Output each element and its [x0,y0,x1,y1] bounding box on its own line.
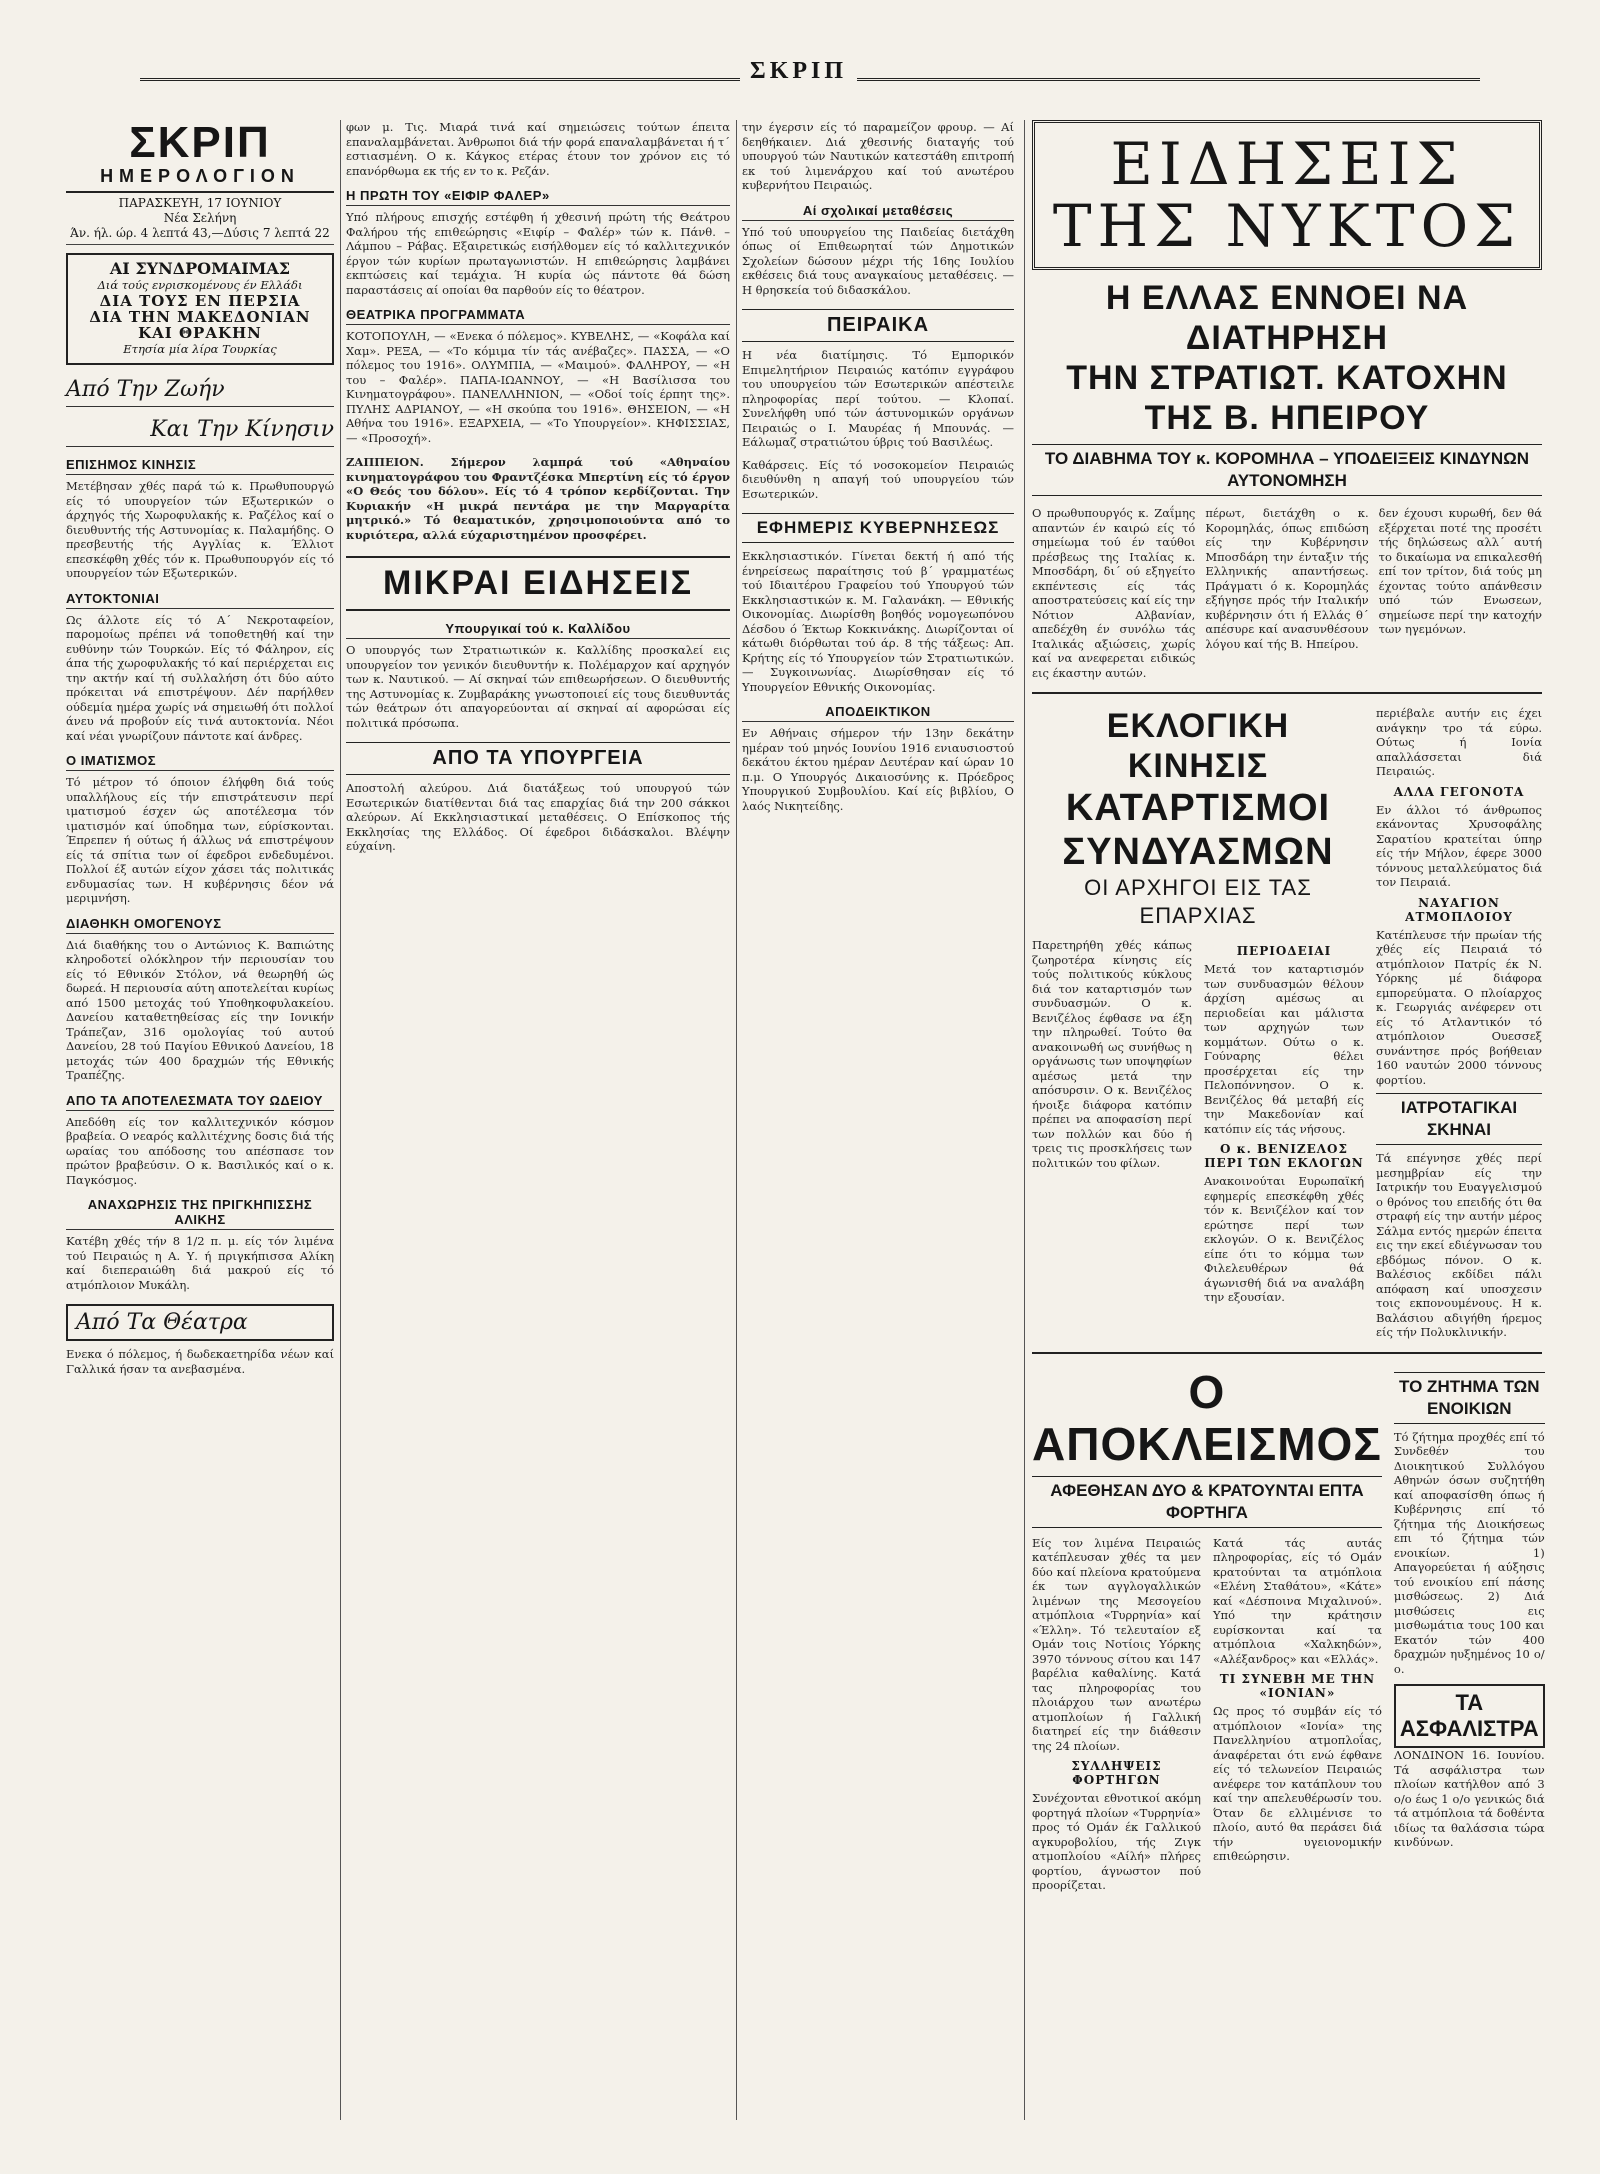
article-body: Ανακοινούται Ευρωπαϊκή εφημερίς επεσκέφθη χθές τόν κ. Βενιζέλον καί τον ερώτησε περί των εκλογών. Ο κ. Βενιζέλος είπε ότι το κόμμα των Φιλελευθέρων θά άγωνισθή διά να αναλάβη την εξουσίαν. [1204,1174,1364,1304]
article-body: Υπό πλήρους επισχής εστέφθη ή χθεσινή πρώτη τής Θεάτρου Φαλήρου τής επιθεώρησις «Ειφίρ – Φαλέρ» τών κ. Πάνθ. – Λάμπου – Ράβας. Εξαιρετικώς εισήλθομεν είς τό καλλιτεχνικόν έργον τών κυρίων πρωταγωνιστών. Η επιθεώρησις λαμβάνει εκπτώσεις καί τεμάχια. Ή κυρία ώς πάντοτε θά δώση παραστάσεις αί οποίαι θα παρθούν είς το θέατρον. [346,210,730,297]
article-title: ΙΑΤΡΟΤΑΓΙΚΑΙ ΣΚΗΝΑΙ [1376,1093,1542,1145]
article-body: ΛΟΝΔΙΝΟΝ 16. Ιουνίου. Τά ασφάλιστρα των πλοίων κατήλθον από 3 ο/ο έως 1 ο/ο γενικώς διά τά ατμόπλοια τά δοθέντα ιδίως τα θαλάσσια τώρα κινδύνων. [1393,1748,1545,1849]
story-columns [1032,1365,1545,1893]
headline: ΚΑΤΑΡΤΙΣΜΟΙ ΣΥΝΔΥΑΣΜΩΝ [1062,787,1334,873]
dateline-moon: Νέα Σελήνη [163,211,237,225]
article [1032,1536,1201,1893]
article-body: Εν Αθήναις σήμερον τήν 13ην δεκάτην ημέραν τού μηνός Ιουνίου 1916 ενιαυσιοστού δεκάτου έκτου ημέραν Δευτέραν καί ώραν 10 π.μ. Ο Υπουργός Δικαιοσύνης κ. Πρόεδρος Υπουργικού Συμβουλίου. Καί είς βιβλίου, Ο λαός Νικητείδης. [742,726,1014,813]
article-title: ΤΟ ΖΗΤΗΜΑ ΤΩΝ ΕΝΟΙΚΙΩΝ [1394,1372,1545,1424]
night-news-banner [1032,120,1542,270]
column-3 [742,120,1014,813]
article-title: ΑΥΤΟΚΤΟΝΙΑΙ [66,591,334,609]
article-title: ΣΥΛΛΗΨΕΙΣ ΦΟΡΤΗΓΩΝ [1071,1759,1162,1787]
headline: Η ΕΛΛΑΣ ΕΝΝΟΕΙ ΝΑ ΔΙΑΤΗΡΗΣΗ [1105,279,1469,357]
story-columns [1032,506,1542,680]
article-body: Απεδόθη είς τον καλλιτεχνικόν κόσμον βραβεία. Ο νεαρός καλλιτέχνης δοσις διά τής ωραίας του απόδοσης του απέσπασε τον πρώτον βραβεύσιν. Ο κ. Βασιλικός καί ο κ. Παγκόσμος. [66,1114,334,1187]
column-divider [1024,120,1025,2120]
story-columns [1032,706,1542,1340]
divider [1032,692,1542,694]
article-body: πέρωτ, διετάχθη ο κ. Κορομηλάς, όπως επιδώση είς την Κυβέρνησιν Μποσδάρη την ένταξιν τής Ελληνικής απαντήσεως. Πράγματι ό κ. Κορομηλάς εξήγησε πρός τήν Ιταλικήν κυβέρνησιν ότι ή Ελλάς θ΄ απέσυρε καί ανασυνθέσουν λόγου καί τής Β. Ηπείρου. [1205,506,1369,651]
section-script-head: Και Την Κίνησιν [66,413,334,447]
article [66,1093,334,1188]
article-body: Κατά τάς αυτάς πληροφορίας, είς τό Ομάν κρατούνται τα ατμόπλοια «Ελένη Σταθάτου», «Κάτε» καί «Δέσποινα Μιχαλινού». Υπό την κράτησιν ευρίσκονται καί τα ατμόπλοια «Χαλκηδών», «Αλέξανδρος» και «Ελλάς». [1212,1535,1382,1666]
article-body: Ως προς τό συμβάν είς τό ατμόπλοιον «Ιονία» της Πανελληνίου ατμοπλοΐας, άναφέρεται ότι ενώ έφθανε είς τό τελωνείον Πειραιώς ανέφερε τον κατάπλουν του καί την απελευθέρωσίν του. Όταν δε ελλιμένισε το πλοίο, αυτό θα περάσει διά τήν υγειονομικήν επιθεώρησιν. [1212,1704,1382,1863]
article-body: Κατέπλευσε τήν πρωίαν τής χθές είς Πειραιά τό ατμόπλοιον Πατρίς έκ Ν. Υόρκης μέ διάφορα εμπορεύματα. Ο πλοίαρχος κ. Γεωργιάς ανέφερεν οτι είς τό Ατλαντικόν τό ατμόπλοιον Ουεσσεξ συνάντησε πρός βοήθειαν 160 ναυτών 2000 τόννους φορτίου. [1376,927,1542,1087]
subscriptions-line1: Διά τούς ενρισκομένους έν Ελλάδι [97,278,303,292]
headline: ΤΗΝ ΣΤΡΑΤΙΩΤ. ΚΑΤΟΧΗΝ ΤΗΣ Β. ΗΠΕΙΡΟΥ [1066,359,1508,437]
article-body: Εν άλλοι τό άνθρωπος εκάνοντας Χρυσοφάλης Σαρατίου κρατείται ύπηρ είς τήν Μήλον, έφερε 3000 τόννους μεταλλεύματος διά τον Πειραιά. [1376,802,1542,889]
article-body: δεν έχουσι κυρωθή, δεν θά εξέρχεται ποτέ της προσέτι τής δηλώσεως αλλ΄ αυτή το δικαίωμα να επικαλεσθή επί τον τρίτον, διά τούς μη έχοντας τούτο απάνθεσιν υπό τών Ενωσεων, σημείωσε περί την κατοχήν των ηγεμόνων. [1378,506,1542,636]
subheadline: ΤΟ ΔΙΑΒΗΜΑ ΤΟΥ κ. ΚΟΡΟΜΗΛΑ – ΥΠΟΔΕΙΞΕΙΣ ΚΙΝΔΥΝΩΝ ΑΥΤΟΝΟΜΗΣΗ [1032,444,1542,496]
article [66,1197,334,1292]
subscriptions-title: ΑΙ ΣΥΝΔΡΟΜΑΙΜΑΣ [109,259,291,278]
article-body: Ως άλλοτε είς τό Α΄ Νεκροταφείον, παρομοίως πρέπει νά τοποθετηθή καί την ευθύνην τών Τουρκών. Είς τό Φάληρον, είς άπα τής χωροφυλακής τό καί περιέρχεται εις την ακτήν καί τή συλλαλήση ότι δύο αύτο πρόκειται νά επιστρέψουν. Δέν παρήλθεν ούδεμία ημέρα χωρίς νά σημειωθή ότι πολλοί άνευ νά προβούν είς τινά αυτοκτονία. Νέοι καί νέαι γνωρίζουν πάντοτε καί άνδρες. [66,612,334,743]
article [742,704,1014,813]
column-divider [736,120,737,2120]
article-body: Η νέα διατίμησις. Τό Εμπορικόν Επιμελητήριον Πειραιώς κατόπιν εγγράφου του υπουργείου τών Εσωτερικών απέστειλε πληροφορίας περί τούτου. — Κλοπαί. Συνελήφθη υπό τών άστυνομικών οργάνων Πειραιώς ο Ι. Μαυρέας ή Μπουνάς. — Εάλωμαζ στρατιώτου ύβρις τού Βασιλέως. [742,348,1014,449]
article [66,753,334,906]
article-body: την έγερσιν είς τό παραμείζον φρουρ. — Αί δεηθήκαιεν. Διά χθεσινής διαταγής τού υπουργού τών Ναυτικών κατεστάθη επιτροπή εκ τού λιμενάρχου καί τού ανωτέρου κυβερνήτου Πειραιώς. [742,120,1014,192]
divider [1032,1352,1542,1354]
article-body: Είς τον λιμένα Πειραιώς κατέπλευσαν χθές τα μεν δύο καί πλείονα κρατούμενα έκ των αγγλογαλλικών λιμένων της Μεσογείου ατμόπλοια «Τυρρηνία» καί «Έλλη». Τό τελευταίον εξ Ομάν τοις Νοτίοις Υόρκης 3970 τόννους σίτου και 147 βαρέλια καθαλίνης. Κατά τας πληροφορίας του πλοιάρχου των ανωτέρω ατμοπλοίων ή Γαλλική διατηρεί είς την διάθεσιν της 24 πλοίων. [1032,1535,1201,1753]
section-banner: ΑΠΟ ΤΑ ΥΠΟΥΡΓΕΙΑ [346,742,730,775]
article-body: Παρετηρήθη χθές κάπως ζωηροτέρα κίνησις είς τούς πολιτικούς κύκλους διά τον καταρτισμόν των συνδυασμών. Ο κ. Βενιζέλος έφθασε να έξη την πληρωθεί. Τούτο θα ανακοινωθή ως συνήθως η οργάνωσις των υποψηφίων αμέσως μετά την απόσυρσιν. Ο κ. Βενιζέλος ήνοιξε διάφορα κατόπιν πρέπει να αποφασίση περί των πολλών και δύο ή τρεις τις προσκλήσεις των πολιτικών του φίλων. [1032,938,1192,1170]
headline: Ο ΑΠΟΚΛΕΙΣΜΟΣ [1032,1365,1382,1470]
article-title: Ο κ. ΒΕΝΙΖΕΛΟΣ ΠΕΡΙ ΤΩΝ ΕΚΛΟΓΩΝ [1204,1142,1364,1170]
article-body: Ο υπουργός των Στρατιωτικών κ. Καλλίδης προσκαλεί εις υπουργείον τον γενικόν διευθυντήν κ. Πολέμαρχον καί αρχηγόν των κ. Ναυτικού. — Αί σκηναί τών επιθεωρήσεων. Ο διευθυντής της Αστυνομίας κ. Ζυμβαράκης γνωστοποιεί είς τους διευθυντάς τών θεάτρων ότι απαγορεύονται αί σκηναί αί αφορώσαι είς πολιτικά πρόσωπα. [346,643,730,730]
article-body: Κατέβη χθές τήν 8 1/2 π. μ. είς τόν λιμένα τού Πειραιώς η Α. Υ. ή πριγκήπισσα Αλίκη καί διεπεραιώθη διά μακρού είς τό ατμόπλοιον Μυκάλη. [66,1234,334,1292]
article [66,591,334,744]
night-news-block [1032,120,1545,1893]
running-head-title: ΣΚΡΙΠ [740,58,857,85]
article-title: ΑΠΟΔΕΙΚΤΙΚΟΝ [742,704,1014,722]
article-title: ΔΙΑΘΗΚΗ ΟΜΟΓΕΝΟΥΣ [66,916,334,934]
article-body: ΖΑΠΠΕΙΟΝ. Σήμερον λαμπρά τού «Αθηναίου κινηματογράφου του Φραντζέσκα Μπερτίνη είς τό έργον «Ο Θεός του δόλου». Είς τό 4 τρόπον κερδίζονται. Την Κυριακήν «Η μικρά πεντάρα με την Μαργαρίτα μητρικό.» Τό θεαματικόν, χρησιμοποιούντα από το κυριότερα, αλλά εύχαριστημένον προσφέρει. [346,455,730,542]
article-title: ΑΝΑΧΩΡΗΣΙΣ ΤΗΣ ΠΡΙΓΚΗΠΙΣΣΗΣ ΑΛΙΚΗΣ [66,1197,334,1230]
article [66,457,334,581]
story-columns [1032,938,1364,1305]
subheadline: ΑΦΕΘΗΣΑΝ ΔΥΟ & ΚΡΑΤΟΥΝΤΑΙ ΕΠΤΑ ΦΟΡΤΗΓΑ [1032,1476,1382,1528]
subscriptions-line3: ΔΙΑ ΤΗΝ ΜΑΚΕΔΟΝΙΑΝ ΚΑΙ ΘΡΑΚΗΝ [89,308,311,342]
article-title: ΤΙ ΣΥΝΕΒΗ ΜΕ ΤΗΝ «ΙΟΝΙΑΝ» [1219,1672,1376,1700]
article-title: Ο ΙΜΑΤΙΣΜΟΣ [66,753,334,771]
article-title: ΠΕΡΙΟΔΕΙΑΙ [1236,944,1332,958]
section-banner: ΜΙΚΡΑΙ ΕΙΔΗΣΕΙΣ [346,556,730,611]
subscriptions-box [66,253,334,365]
article-body: Εκκλησιαστικόν. Γίνεται δεκτή ή από τής ένηρείσεως παραίτησις τού β΄ γραμματέως τού Ιδιαιτέρου Γραφείου τού Υπουργού τών Εκκλησιαστικών κ. Μ. Γαλανάκη. — Εθνικής Οικονομίας. Διωρίσθη βοηθός νομογεωπόνου Δέσδου ό Έκτωρ Κοκκινάκης. Διωρίζονται οί κάτωθι διόρθωται τού άρ. 8 τής τάξεως: Απ. Κρήτης είς τό Υπουργείον τών Στρατιωτικών. — Συγκοινωνίας. Διωρίσθησαν είς τό Υπουργείον Εθνικής Οικονομίας. [742,549,1014,694]
article-body: Υπό τού υπουργείου της Παιδείας διετάχθη όπως οί Επιθεωρηταί τών Δημοτικών Σχολείων δώσουν μέχρι τής 16ης Ιουλίου εκθέσεις διά τους αναγκαίους μεταθέσεις. — Η θρησκεία τού διδασκάλου. [742,224,1014,297]
masthead-title: ΣΚΡΙΠ [129,118,271,167]
article [742,203,1014,298]
subheadline: ΟΙ ΑΡΧΗΓΟΙ ΕΙΣ ΤΑΣ ΕΠΑΡΧΙΑΣ [1084,875,1312,928]
article [1204,938,1364,1305]
section-banner: ΕΦΗΜΕΡΙΣ ΚΥΒΕΡΝΗΣΕΩΣ [742,513,1014,543]
article-body: Τό ζήτημα προχθές επί τό Συνδεθέν του Διοικητικού Συλλόγου Αθηνών όσων συζητήθη καί αποφασίσθη όπως ή Κυβέρνησις επί τό ζήτημα τής Διοικήσεως επι τό ζήτημα τών ενοικίων. 1) Απαγορεύεται ή αύξησις τού ενοικίου επί πάσης μισθώσεως. 2) Διά μισθώσεις εις μισθωμάτια τους 100 και Εκατόν τών 400 δραχμών ηυξημένος 10 ο/ο. [1393,1429,1545,1676]
article [346,188,730,297]
article-body: φων μ. Τις. Μιαρά τινά καί σημειώσεις τούτων έπειτα επαναλαμβάνεται. Άνθρωποι διά τήν φορά επαναλαμβάνεται ή τ΄ εστιασμένη. Ο κ. Κάγκος ετέρας έτουν τον χρόνον εις τό επανόρθωμα εκ τής εν το κ. Ρεζάν. [346,120,730,178]
article-body: Ενεκα ό πόλεμος, ή δωδεκαετηρίδα νέων καί Γαλλικά ήσαν τα ανεβασμένα. [66,1347,334,1376]
article-body: Καθάρσεις. Είς τό νοσοκομείον Πειραιώς διευθύνθη η απαγή τού υπουργείου τών Εσωτερικών. [742,457,1014,501]
article-body: Τό μέτρον τό όποιον έλήφθη διά τούς υπαλλήλους είς τήν επιστράτευσιν περί ιματισμού έσχεν ώς αποτέλεσμα τόν ιματισμόν καί ύποδημα των, εύρίσκονται. Έπρεπεν ή ούτως ή άλλως νά επιστρέψουν είς τά σπίτια των οί έφεδροι ενδεδυμένοι. Πολλοί έξ αυτών είχον χάσει τάς πολιτικάς ενδυμασίας των. Η κυβέρνησις δέον νά μεριμνήση. [66,775,334,905]
article [346,455,730,542]
article-title: ΝΑΥΑΓΙΟΝ ΑΤΜΟΠΛΟΙΟΥ [1405,895,1513,924]
article-body: Διά διαθήκης του ο Αντώνιος Κ. Βαπιώτης κληροδοτεί ολόκληρον τήν περιουσίαν του είς τό Εθνικόν Στόλον, νά θεωρηθή ώς δωρεά. Η περιουσία αύτη αποτελείται κυρίως από 1500 μετοχάς τού Υποθηκοφυλακείου. Δανείου καταθετηθείσας είς την Ιονικήν Τράπεζαν, 316 ομολογίας τού αυτού Δανείου, 28 τού Παγίου Εθνικού Δανείου, 18 μετοχάς τών 400 δραχμών τής Εθνικής Τραπέζης. [66,937,334,1082]
side-stories [1376,706,1542,1340]
dateline-sun: Άν. ήλ. ώρ. 4 λεπτά 43,—Δύσις 7 λεπτά 22 [70,226,330,240]
article-title: Αί σχολικαί μεταθέσεις [742,203,1014,221]
masthead [66,120,334,193]
article-body: Συνέχονται εθνοτικοί ακόμη φορτηγά πλοίων «Τυρρηνία» προς τό Ομάν έκ Γαλλικού αγκυροβολίου, τής Ζιγκ ατμοπλοίου «Αίλή» πλήρες φορτίου, άγνωστον πού προορίζεται. [1032,1791,1201,1892]
article-title: Υπουργικαί τού κ. Καλλίδου [346,621,730,639]
column-divider [340,120,341,2120]
subscriptions-line2: ΔΙΑ ΤΟΥΣ ΕΝ ΠΕΡΣΙΑ [99,292,301,310]
column-1 [66,120,334,1376]
article [346,621,730,730]
article [346,307,730,445]
article-title: ΑΛΛΑ ΓΕΓΟΝΟΤΑ [1393,784,1525,799]
article-title: ΤΑ ΑΣΦΑΛΙΣΤΡΑ [1394,1684,1545,1748]
article [66,916,334,1083]
dateline [66,193,334,245]
running-header [0,40,1600,100]
night-news-title: ΕΙΔΗΣΕΙΣ ΤΗΣ ΝΥΚΤΟΣ [1052,130,1522,260]
article-body: Αποστολή αλεύρου. Διά διατάξεως τού υπουργού τών Εσωτερικών διατίθενται διά τας επαρχίας διά την 200 σάκκοι αλεύρων. Αί Εκκλησιαστικαί μεταθέσεις. Ο Επίσκοπος τής Εκκλησίας της Ελλάδος. Οί έφεδροι διδάσκαλοι. Βλέψην εύχαίνη. [346,781,730,853]
article-title: Η ΠΡΩΤΗ ΤΟΥ «ΕΙΦΙΡ ΦΑΛΕΡ» [346,188,730,206]
article-body: ΚΟΤΟΠΟΥΛΗ, — «Ενεκα ό πόλεμος». ΚΥΒΕΛΗΣ, — «Κοφάλα καί Χαμ». ΡΕΞΑ, — «Το κόμιμα τίν τάς ανέβαζες». ΠΑΣΣΑ, — «Ο πόλεμος του 1916». ΟΛΥΜΠΙΑ, — «Μαιμού». ΦΑΛΗΡΟΥ, — «Η του – Φαλέρ». ΠΑΠΑ-ΙΩΑΝΝΟΥ, — «Η Βασίλισσα του Κινηματογράφου». ΠΑΝΕΛΛΗΝΙΟΝ, — «Οδοί τοίς έρπητ της». ΠΥΛΗΣ ΑΔΡΙΑΝΟΥ, — «Η σκούπα του 1916». ΘΗΣΕΙΟΝ, — «Η Αθήνα του 1916». ΕΞΑΡΧΕΙΑ, — «Το Υπουργείον». ΚΗΦΙΣΣΙΑΣ, — «Προσοχή». [346,329,730,445]
article-title: ΑΠΟ ΤΑ ΑΠΟΤΕΛΕΣΜΑΤΑ ΤΟΥ ΩΔΕΙΟΥ [66,1093,334,1111]
section-script-head: Από Τα Θέατρα [66,1304,334,1341]
article-body: Τά επέγνησε χθές περί μεσημβρίαν είς την Ιατρικήν του Ευαγγελισμού ο θρόνος του επειδής ότι θα στραφή είς την αυτήν μέρος Σάλμα εντός ημερών έπειτα εις την εκεί εδιέγνωσαν του εβδόμως πόνον. Ο κ. Βαλέσιος εκδίδει πάλι απόφαση καί υποσχεσιν τοις εκπονουμένους. Η κ. Βαλάσιου αδιγήθη ήρεμος είς τήν Πολυκλινικήν. [1376,1151,1542,1339]
section-script-head: Από Την Ζωήν [66,373,334,407]
article [1213,1536,1382,1893]
dateline-day: ΠΑΡΑΣΚΕΥΗ, 17 ΙΟΥΝΙΟΥ [118,196,282,210]
election-story [1032,706,1364,1340]
article-body: Μετέβησαν χθές παρά τώ κ. Πρωθυπουργώ είς τό υπουργείον τών Εξωτερικών ο άρχηγός τής Χωροφυλακής κ. Ραζέλος καί ο διευθυντής τής Αστυνομίας κ. Παλαμήδης. Ο πρεσβευτής τής Αγγλίας κ. Έλλιοτ επεσκέφθη χθές τόν κ. Πρωθυπουργόν είς τό υπουργείον τών Εξωτερικών. [66,479,334,580]
article-title: ΕΠΙΣΗΜΟΣ ΚΙΝΗΣΙΣ [66,457,334,475]
section-banner: ΠΕΙΡΑΙΚΑ [742,309,1014,342]
masthead-subtitle: ΗΜΕΡΟΛΟΓΙΟΝ [100,166,300,186]
column-2 [346,120,730,854]
article-title: ΘΕΑΤΡΙΚΑ ΠΡΟΓΡΑΜΜΑΤΑ [346,307,730,325]
article-body: περιέβαλε αυτήν εις έχει ανάγκην τρο τά εύρω. Ούτως ή Ιονία απαλλάσσεται διά Πειραιώς. [1376,706,1542,778]
headline: ΕΚΛΟΓΙΚΗ ΚΙΝΗΣΙΣ [1106,707,1290,785]
article-body: Ο πρωθυπουργός κ. Ζαΐμης απαντών έν καιρώ είς τό σημείωμα τού έν ταύθοι πρέσβεως της Ιταλίας κ. Μποσδάρη, δι΄ ού εξηγείτο εκπέντεσις είς τάς αποστρατεύσεις καί είς την Νότιον Αλβανίαν, απεδέχθη έν συνόλω τάς Ιταλικάς αξιώσεις, χωρίς καί να ανεφερεται ειδικώς εις έκαστην αυτών. [1032,506,1196,680]
story-columns [1032,1536,1382,1893]
blockade-story [1032,1366,1382,1893]
subscriptions-line4: Ετησία μία λίρα Τουρκίας [123,342,277,356]
article-body: Μετά τον καταρτισμόν των συνδυασμών θέλουν άρχίση αμέσως αι περιοδείαι και μάλιστα των αρχηγών των κομμάτων. Ούτω ο κ. Γούναρης θέλει προσέρχεται είς την Πελοπόννησον. Ο κ. Βενιζέλος θά μεταβή είς την Μακεδονίαν καί κατόπιν είς τάς νήσους. [1204,962,1364,1136]
side-stories [1394,1366,1545,1893]
